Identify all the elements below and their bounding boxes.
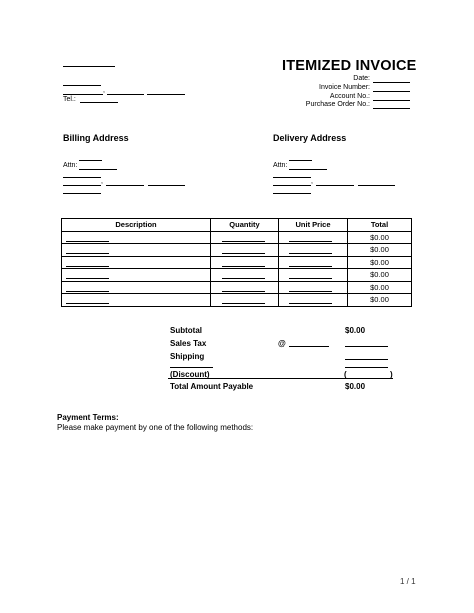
quantity-cell	[211, 256, 279, 269]
description-column-header: Description	[62, 219, 211, 232]
total-cell: $0.00	[348, 231, 412, 244]
delivery-attn-line	[289, 169, 327, 170]
discount-value-open-paren: (	[344, 370, 347, 379]
total-cell: $0.00	[348, 256, 412, 269]
date-field	[373, 82, 410, 83]
sender-address-comma: ,	[103, 87, 105, 94]
sender-tel-label: Tel.:	[63, 96, 76, 103]
description-cell	[62, 294, 211, 307]
delivery-city-line	[273, 185, 311, 186]
delivery-address-comma: ,	[311, 178, 313, 185]
unit-price-cell	[279, 244, 348, 257]
total-cell: $0.00	[348, 281, 412, 294]
total-divider-line	[168, 378, 393, 379]
delivery-address-heading: Delivery Address	[273, 133, 347, 143]
sender-zip-line	[147, 94, 185, 95]
delivery-country-line	[273, 193, 311, 194]
payment-terms-heading: Payment Terms:	[57, 413, 119, 422]
total-cell: $0.00	[348, 294, 412, 307]
page-indicator: 1 / 1	[400, 577, 416, 586]
quantity-cell	[211, 231, 279, 244]
sender-tel-line	[80, 102, 118, 103]
table-row	[62, 269, 412, 282]
unit-price-column-header: Unit Price	[279, 219, 348, 232]
total-amount-label: Total Amount Payable	[170, 382, 254, 391]
delivery-name-line	[289, 160, 312, 161]
account-no-field	[373, 100, 410, 101]
delivery-street-line	[273, 177, 311, 178]
quantity-column-header: Quantity	[211, 219, 279, 232]
invoice-number-label: Invoice Number:	[319, 84, 370, 91]
subtotal-value: $0.00	[345, 326, 366, 335]
sender-name-line	[63, 66, 115, 67]
billing-address-heading: Billing Address	[63, 133, 129, 143]
total-cell: $0.00	[348, 269, 412, 282]
total-amount-value: $0.00	[345, 382, 366, 391]
purchase-order-label: Purchase Order No.:	[305, 101, 370, 108]
unit-price-cell	[279, 256, 348, 269]
quantity-cell	[211, 269, 279, 282]
discount-description-field	[170, 367, 213, 368]
table-row	[62, 244, 412, 257]
table-row	[62, 256, 412, 269]
sales-tax-amount-field	[345, 346, 388, 347]
table-row	[62, 294, 412, 307]
description-cell	[62, 256, 211, 269]
date-label: Date:	[353, 75, 370, 82]
billing-attn-label: Attn:	[63, 162, 78, 169]
sales-tax-rate-field	[289, 346, 329, 347]
billing-address-comma: ,	[101, 178, 103, 185]
table-row	[62, 231, 412, 244]
account-no-label: Account No.:	[329, 93, 370, 100]
billing-city-line	[63, 185, 101, 186]
shipping-label: Shipping	[170, 352, 205, 361]
shipping-amount-field	[345, 359, 388, 360]
discount-label: (Discount)	[170, 370, 210, 379]
discount-amount-field-top	[345, 367, 388, 368]
delivery-attn-label: Attn:	[273, 162, 288, 169]
discount-value-close-paren: )	[390, 370, 393, 379]
unit-price-cell	[279, 231, 348, 244]
description-cell	[62, 281, 211, 294]
unit-price-cell	[279, 281, 348, 294]
unit-price-cell	[279, 294, 348, 307]
payment-terms-text: Please make payment by one of the following methods:	[57, 423, 254, 432]
subtotal-label: Subtotal	[170, 326, 202, 335]
billing-name-line	[79, 160, 102, 161]
description-cell	[62, 269, 211, 282]
items-table	[61, 218, 412, 307]
sender-street-line	[63, 85, 101, 86]
invoice-title: ITEMIZED INVOICE	[282, 58, 417, 74]
billing-country-line	[63, 193, 101, 194]
sender-state-line	[107, 94, 144, 95]
purchase-order-field	[373, 108, 410, 109]
delivery-state-line	[316, 185, 354, 186]
invoice-number-field	[373, 91, 410, 92]
unit-price-cell	[279, 269, 348, 282]
sales-tax-at-symbol: @	[278, 339, 286, 348]
quantity-cell	[211, 244, 279, 257]
billing-zip-line	[148, 185, 185, 186]
description-cell	[62, 244, 211, 257]
billing-attn-line	[79, 169, 117, 170]
items-table-header-row	[62, 219, 412, 232]
sales-tax-label: Sales Tax	[170, 339, 207, 348]
billing-street-line	[63, 177, 101, 178]
quantity-cell	[211, 294, 279, 307]
table-row	[62, 281, 412, 294]
description-cell	[62, 231, 211, 244]
total-cell: $0.00	[348, 244, 412, 257]
sender-city-line	[63, 94, 103, 95]
delivery-zip-line	[358, 185, 395, 186]
quantity-cell	[211, 281, 279, 294]
total-column-header: Total	[348, 219, 412, 232]
billing-state-line	[106, 185, 144, 186]
